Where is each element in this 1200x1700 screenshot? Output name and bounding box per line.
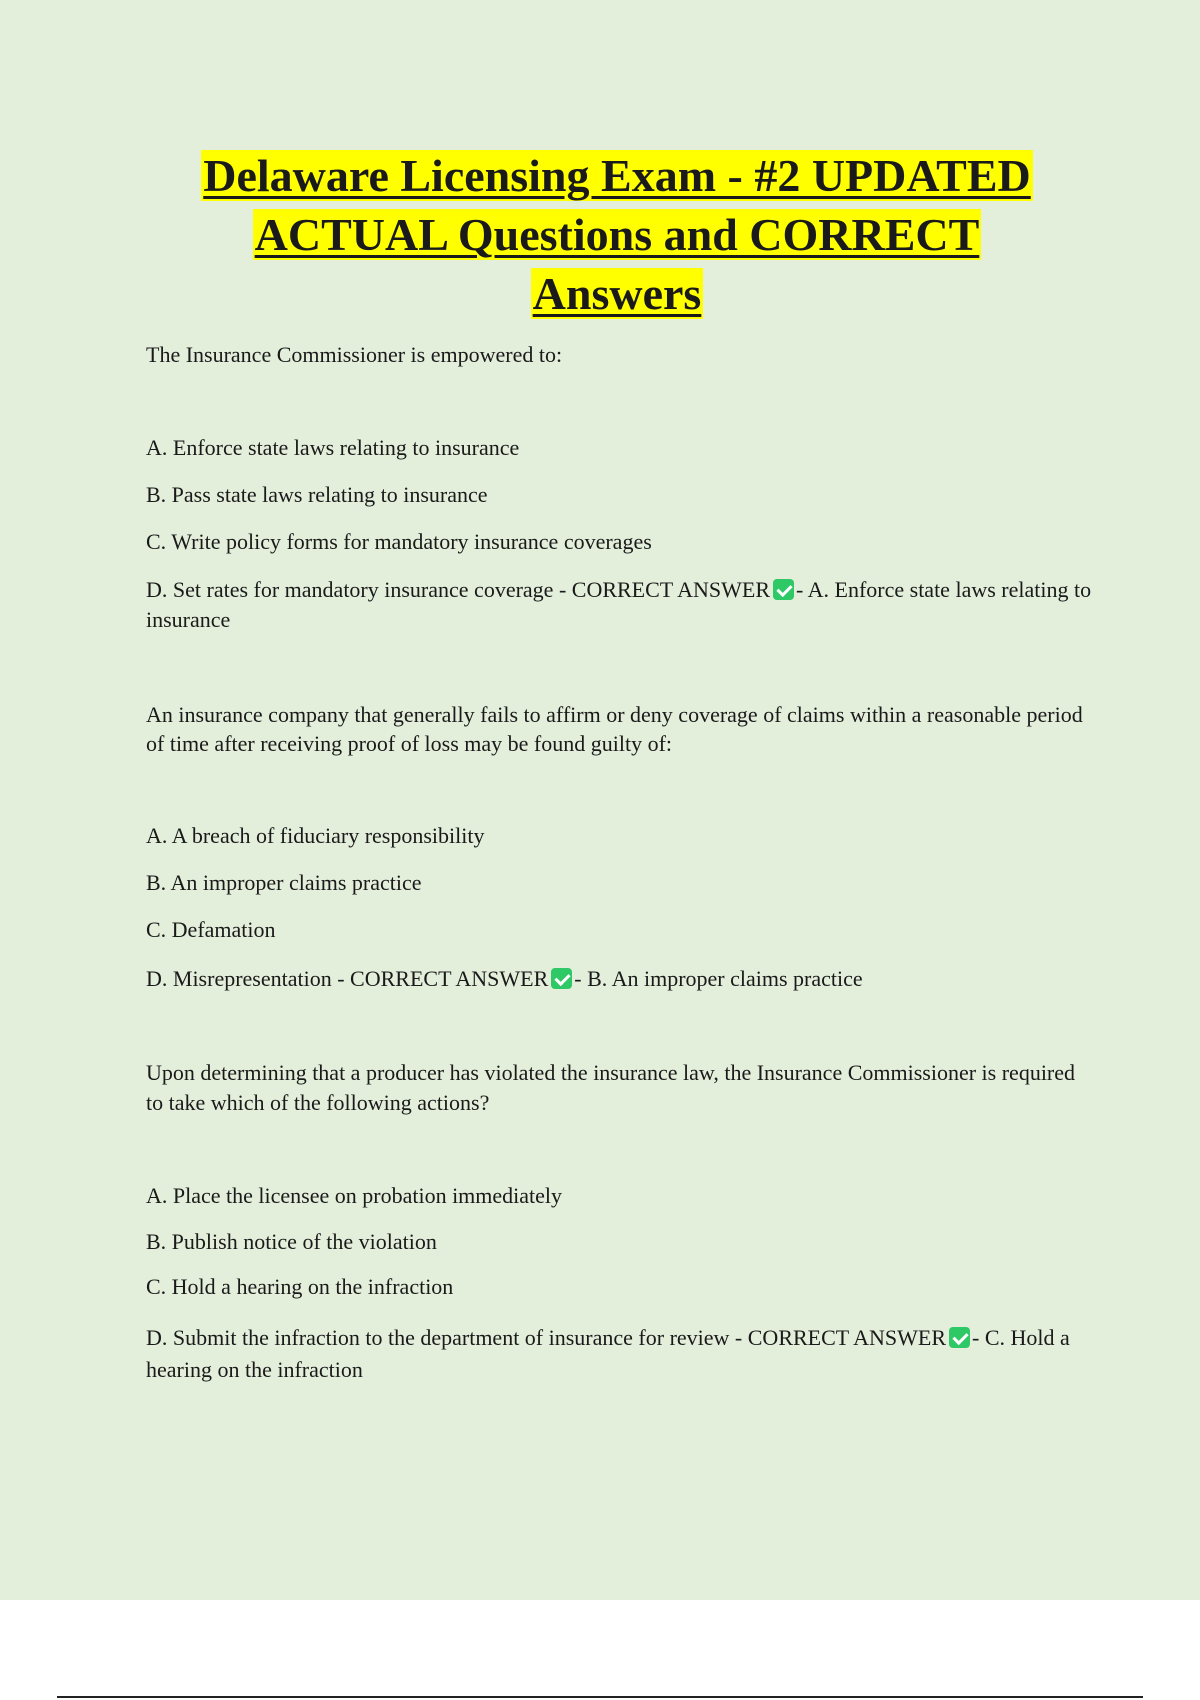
question-2-stem: An insurance company that generally fails to affirm or deny coverage of claims within a reasonable period of time after receiving proof of loss may be found guilty of: (146, 702, 1083, 756)
question-1-option-d-text: D. Set rates for mandatory insurance coverage - CORRECT ANSWER (146, 577, 771, 602)
title-line-1: Delaware Licensing Exam - #2 UPDATED (203, 150, 1031, 201)
question-3-option-c: C. Hold a hearing on the infraction (146, 1274, 454, 1299)
question-2-option-c: C. Defamation (146, 917, 276, 942)
question-2-answer: - B. An improper claims practice (574, 966, 863, 991)
question-1-option-a: A. Enforce state laws relating to insurance (146, 435, 520, 460)
document-title (150, 146, 1084, 323)
question-2-option-b: B. An improper claims practice (146, 870, 422, 895)
check-icon (949, 1327, 970, 1348)
question-3-option-d-text: D. Submit the infraction to the department of insurance for review - CORRECT ANSWER (146, 1325, 946, 1350)
question-2-option-d-text: D. Misrepresentation - CORRECT ANSWER (146, 966, 549, 991)
question-1-option-b: B. Pass state laws relating to insurance (146, 482, 488, 507)
check-icon (773, 579, 794, 600)
question-3-option-d (146, 1322, 1096, 1386)
question-3-answer: - C. Hold a hearing on the infraction (146, 1325, 1070, 1382)
check-icon (551, 968, 572, 989)
footer-divider (57, 1696, 1143, 1698)
question-3-stem: Upon determining that a producer has violated the insurance law, the Insurance Commissioner is required to take which of the following actions? (146, 1060, 1076, 1115)
title-line-2: ACTUAL Questions and CORRECT (254, 209, 980, 260)
question-1-answer: - A. Enforce state laws relating to insurance (146, 577, 1092, 632)
title-line-3: Answers (532, 268, 702, 319)
question-1-option-d (146, 575, 1096, 635)
question-1-option-c: C. Write policy forms for mandatory insurance coverages (146, 529, 652, 554)
question-3-option-a: A. Place the licensee on probation immediately (146, 1183, 563, 1208)
question-3-option-b: B. Publish notice of the violation (146, 1229, 437, 1254)
question-1-stem: The Insurance Commissioner is empowered to: (146, 342, 563, 367)
question-2-option-a: A. A breach of fiduciary responsibility (146, 823, 485, 848)
question-2-option-d (146, 964, 863, 994)
